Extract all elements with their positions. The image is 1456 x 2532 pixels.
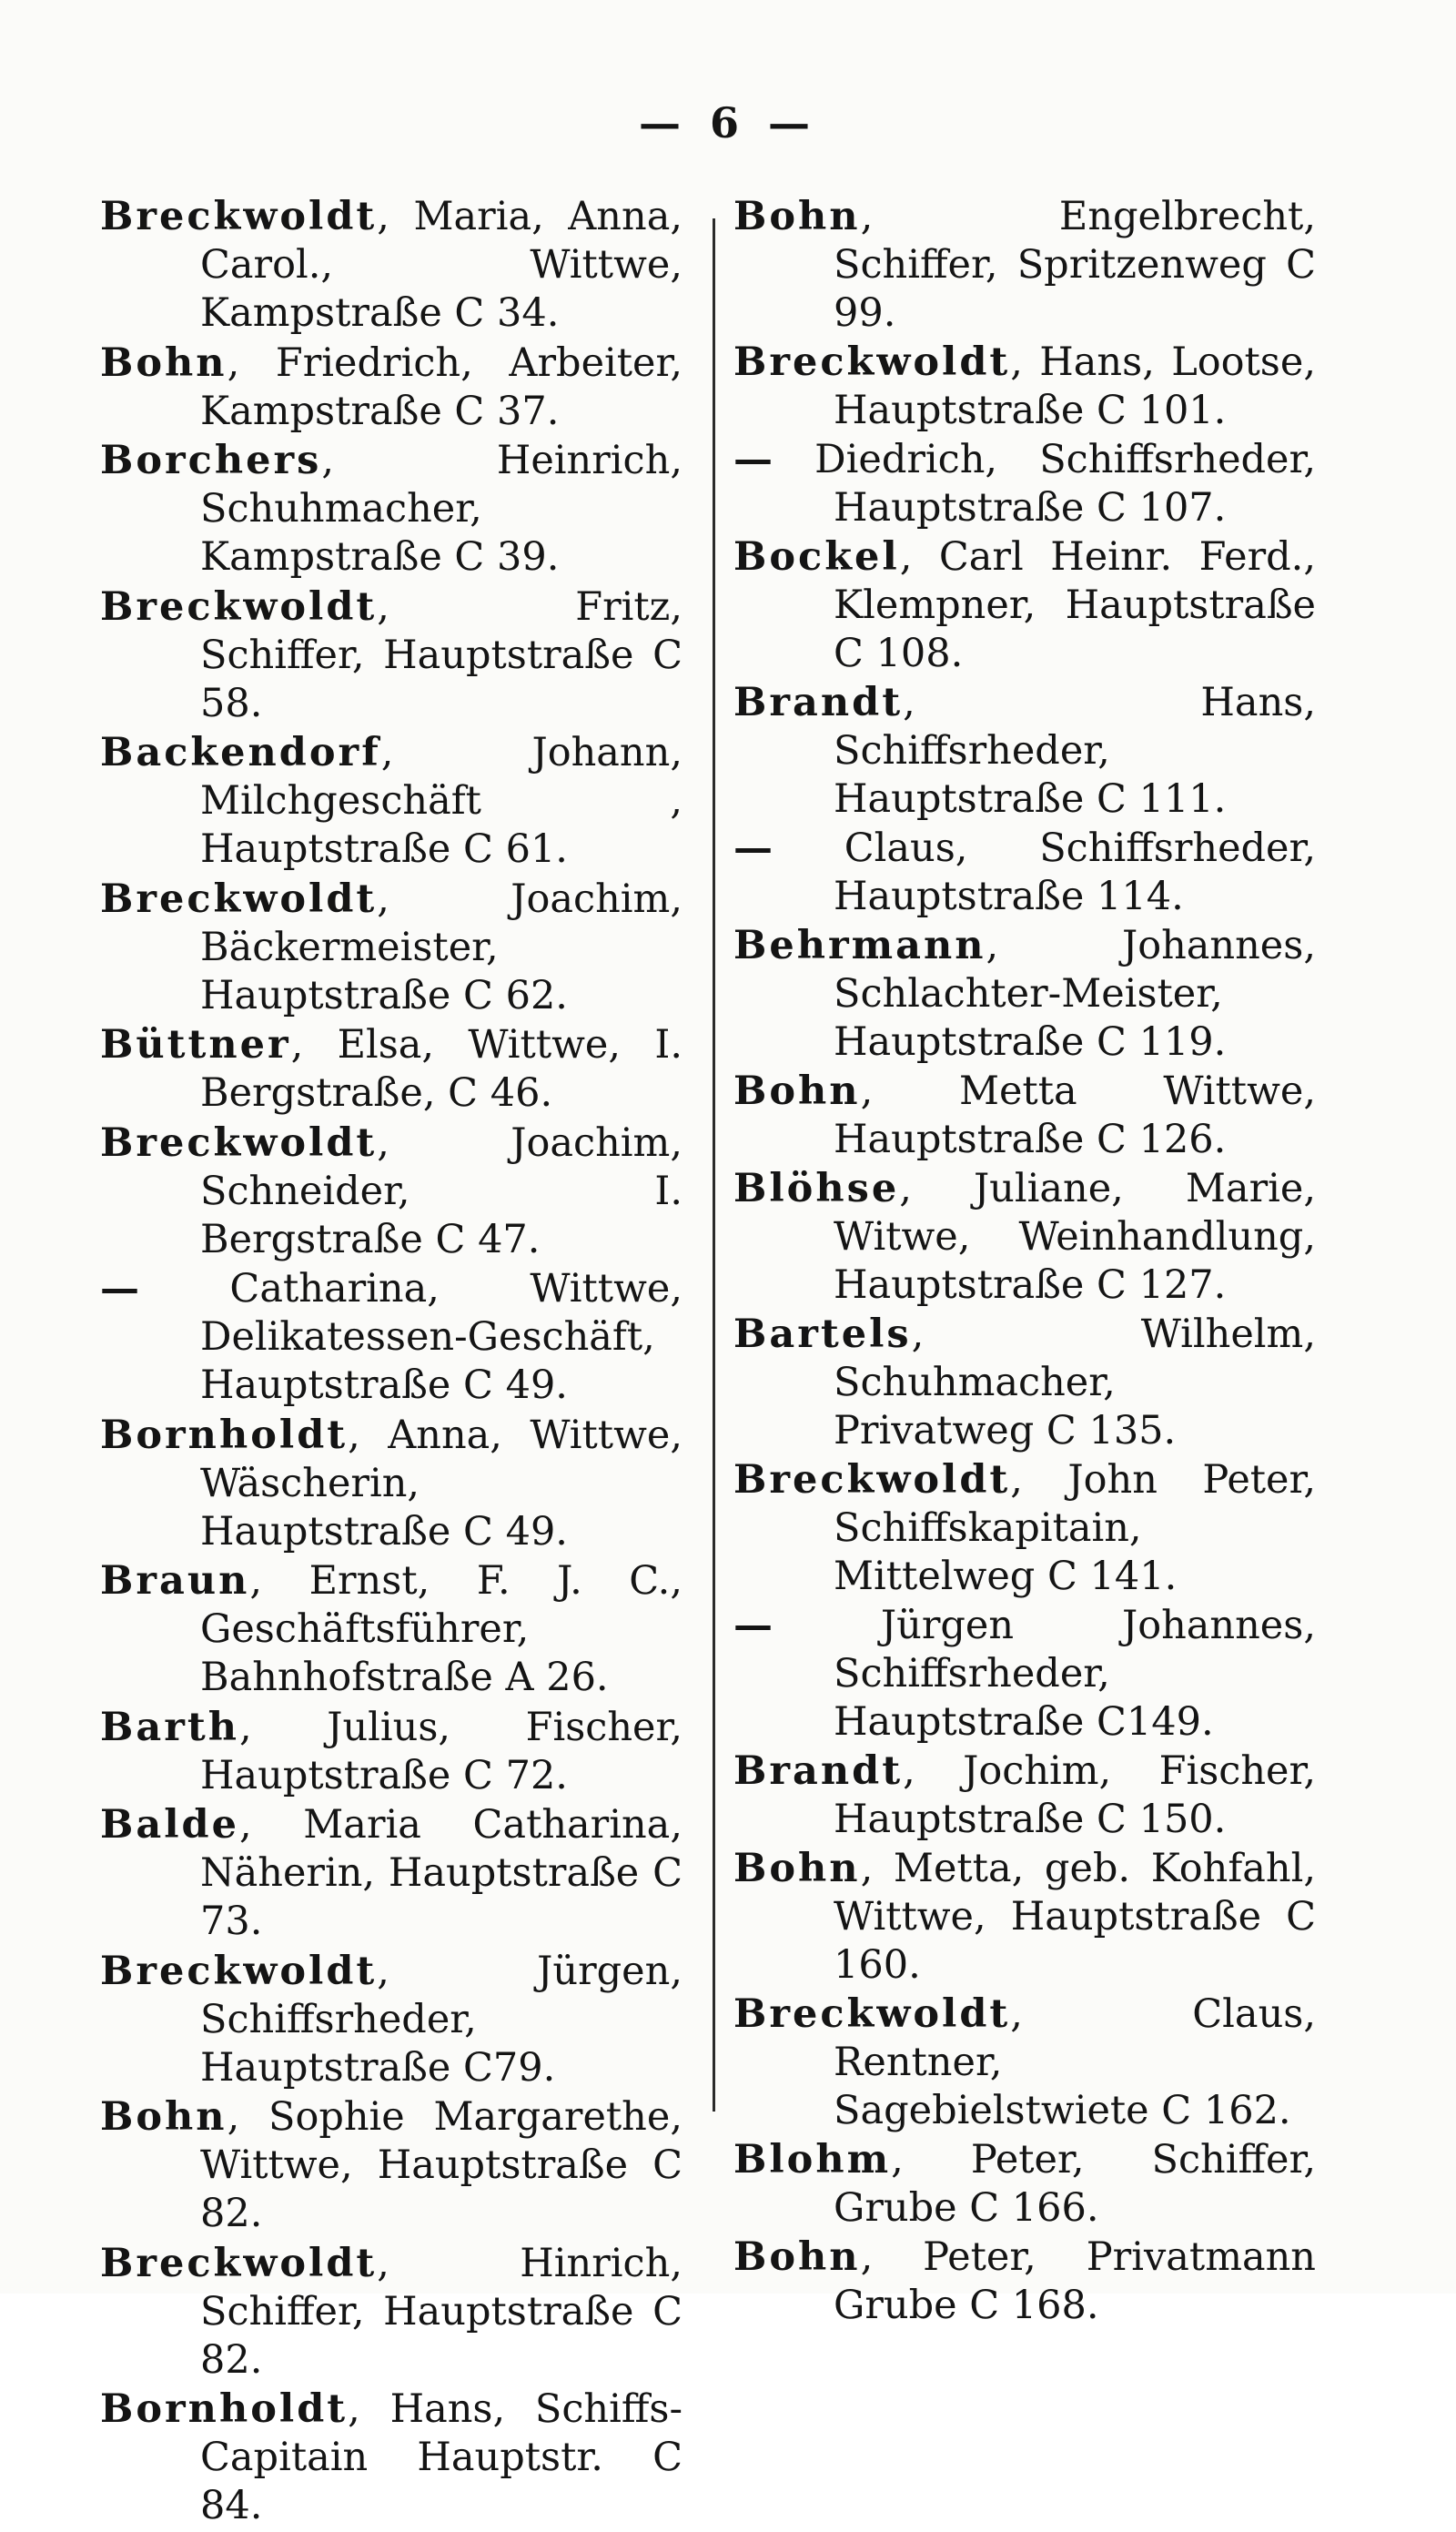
entry-surname: Bohn [100, 2094, 228, 2140]
entry-details: , Johann, Milchgeschäft , Hauptstraße C 61. [200, 730, 682, 872]
entry-details: Claus, Schiffsrheder, Hauptstraße 114. [773, 825, 1316, 919]
entry-surname: Bornholdt [100, 1412, 349, 1458]
directory-entry [100, 583, 682, 728]
directory-entry [100, 1412, 682, 1556]
entry-details: , Jochim, Fischer, Hauptstraße C 150. [834, 1748, 1316, 1842]
directory-entry [733, 1456, 1316, 1601]
directory-entry [100, 193, 682, 338]
directory-entry [733, 2136, 1316, 2233]
entry-surname: Breckwoldt [100, 2240, 378, 2286]
entry-surname: Bohn [733, 2234, 861, 2280]
entry-surname: Backendorf [100, 730, 381, 775]
entry-surname: — [733, 1603, 773, 1648]
directory-entry [733, 533, 1316, 678]
directory-entry [100, 1948, 682, 2092]
entry-surname: Breckwoldt [100, 876, 378, 922]
entry-details: , Peter, Privatmann Grube C 168. [834, 2234, 1316, 2328]
entry-surname: — [100, 1266, 139, 1312]
entry-surname: Blöhse [733, 1166, 900, 1211]
entry-surname: Bohn [100, 339, 228, 386]
entry-surname: Breckwoldt [100, 1119, 378, 1166]
directory-entry [100, 1801, 682, 1946]
entry-details: , John Peter, Schiffskapitain, Mittelweg C 141. [834, 1457, 1316, 1599]
directory-entry [733, 1165, 1316, 1310]
entry-surname: Brandt [733, 1748, 904, 1794]
entry-details: , Hans, Schiffs-Capitain Hauptstr. C 84. [200, 2386, 682, 2528]
directory-entry [733, 2233, 1316, 2330]
entry-surname: Bartels [733, 1312, 912, 1357]
entry-surname: Barth [100, 1704, 239, 1750]
directory-entry [100, 1265, 682, 1410]
entry-surname: Breckwoldt [733, 1457, 1011, 1503]
entry-details: , Metta Wittwe, Hauptstraße C 126. [834, 1069, 1316, 1162]
directory-entry [100, 876, 682, 1020]
entry-surname: Breckwoldt [100, 194, 378, 239]
entry-details: , Joachim, Bäckermeister, Hauptstraße C 62. [200, 876, 682, 1018]
entry-surname: Bohn [733, 1069, 861, 1114]
entry-details: , Ernst, F. J. C., Geschäftsführer, Bahnhofstraße A 26. [200, 1558, 682, 1700]
directory-entry [733, 193, 1316, 338]
directory-entry [100, 729, 682, 874]
entry-surname: Behrmann [733, 923, 986, 968]
entry-details: , Jürgen, Schiffsrheder, Hauptstraße C79. [200, 1948, 682, 2091]
directory-entry [100, 339, 682, 436]
entry-surname: Balde [100, 1802, 239, 1848]
entry-surname: Bockel [733, 534, 900, 580]
entry-details: , Maria Catharina, Näherin, Hauptstraße C 73. [200, 1802, 682, 1944]
entry-details: , Fritz, Schiffer, Hauptstraße C 58. [200, 583, 682, 726]
directory-entry [733, 1845, 1316, 1990]
entry-details: , Julius, Fischer, Hauptstraße C 72. [200, 1704, 682, 1798]
entry-details: , Metta, geb. Kohfahl, Wittwe, Hauptstraße C 160. [834, 1846, 1316, 1988]
directory-entry [733, 1747, 1316, 1844]
directory-entry [100, 2385, 682, 2530]
entry-surname: Büttner [100, 1022, 291, 1068]
entry-details: , Hans, Lootse, Hauptstraße C 101. [834, 339, 1316, 433]
directory-entry [733, 679, 1316, 824]
entry-details: , Carl Heinr. Ferd., Klempner, Hauptstraße C 108. [834, 534, 1316, 676]
left-column [100, 193, 682, 2532]
directory-entry [733, 1311, 1316, 1455]
entry-surname: Blohm [733, 2137, 892, 2183]
directory-entry [100, 1704, 682, 1800]
entry-surname: Breckwoldt [100, 1948, 378, 1994]
entry-details: , Wilhelm, Schuhmacher, Privatweg C 135. [834, 1312, 1316, 1453]
entry-details: , Friedrich, Arbeiter, Kampstraße C 37. [200, 339, 682, 434]
directory-entry [733, 1602, 1316, 1747]
directory-entry [100, 1557, 682, 1702]
page-number-header: — 6 — [638, 98, 818, 147]
entry-details: , Elsa, Wittwe, I. Bergstraße, C 46. [200, 1022, 682, 1116]
entry-surname: Bohn [733, 1846, 861, 1891]
entry-surname: — [733, 437, 773, 482]
directory-entry [733, 1990, 1316, 2135]
directory-entry [100, 2240, 682, 2385]
directory-entry [733, 922, 1316, 1067]
entry-details: Jürgen Johannes, Schiffsrheder, Hauptstraße C149. [773, 1603, 1316, 1745]
entry-details: Catharina, Wittwe, Delikatessen-Geschäft, Hauptstraße C 49. [139, 1266, 682, 1408]
entry-details: , Engelbrecht, Schiffer, Spritzenweg C 99. [834, 194, 1316, 336]
entry-details: , Juliane, Marie, Witwe, Weinhandlung, Hauptstraße C 127. [834, 1166, 1316, 1308]
entry-details: Diedrich, Schiffsrheder, Hauptstraße C 107. [773, 437, 1316, 531]
entry-details: , Joachim, Schneider, I. Bergstraße C 47. [200, 1119, 682, 1262]
directory-entry [733, 436, 1316, 532]
entry-surname: Brandt [733, 680, 904, 725]
entry-details: , Johannes, Schlachter-Meister, Hauptstraße C 119. [834, 923, 1316, 1065]
entry-details: , Hans, Schiffsrheder, Hauptstraße C 111. [834, 680, 1316, 822]
entry-surname: Braun [100, 1558, 250, 1604]
entry-details: , Heinrich, Schuhmacher, Kampstraße C 39. [200, 438, 682, 580]
entry-details: , Hinrich, Schiffer, Hauptstraße C 82. [200, 2240, 682, 2383]
directory-entry [100, 437, 682, 582]
entry-details: , Maria, Anna, Carol., Wittwe, Kampstraße C 34. [200, 194, 682, 336]
entry-surname: — [733, 825, 773, 871]
directory-entry [100, 1021, 682, 1118]
entry-details: , Claus, Rentner, Sagebielstwiete C 162. [834, 1991, 1316, 2133]
entry-surname: Breckwoldt [100, 583, 378, 630]
entry-details: , Anna, Wittwe, Wäscherin, Hauptstraße C 49. [200, 1412, 682, 1555]
entry-details: , Peter, Schiffer, Grube C 166. [834, 2137, 1316, 2231]
entry-surname: Breckwoldt [733, 339, 1011, 385]
directory-entry [100, 1119, 682, 1264]
directory-entry [733, 1068, 1316, 1164]
entry-surname: Bohn [733, 194, 861, 239]
entry-surname: Borchers [100, 438, 322, 483]
column-divider [713, 218, 715, 2112]
directory-entry [100, 2093, 682, 2238]
entry-details: , Sophie Margarethe, Wittwe, Hauptstraße C 82. [200, 2094, 682, 2236]
right-column [733, 193, 1316, 2331]
entry-surname: Breckwoldt [733, 1991, 1011, 2037]
entry-surname: Bornholdt [100, 2386, 349, 2432]
directory-entry [733, 825, 1316, 921]
directory-entry [733, 339, 1316, 435]
